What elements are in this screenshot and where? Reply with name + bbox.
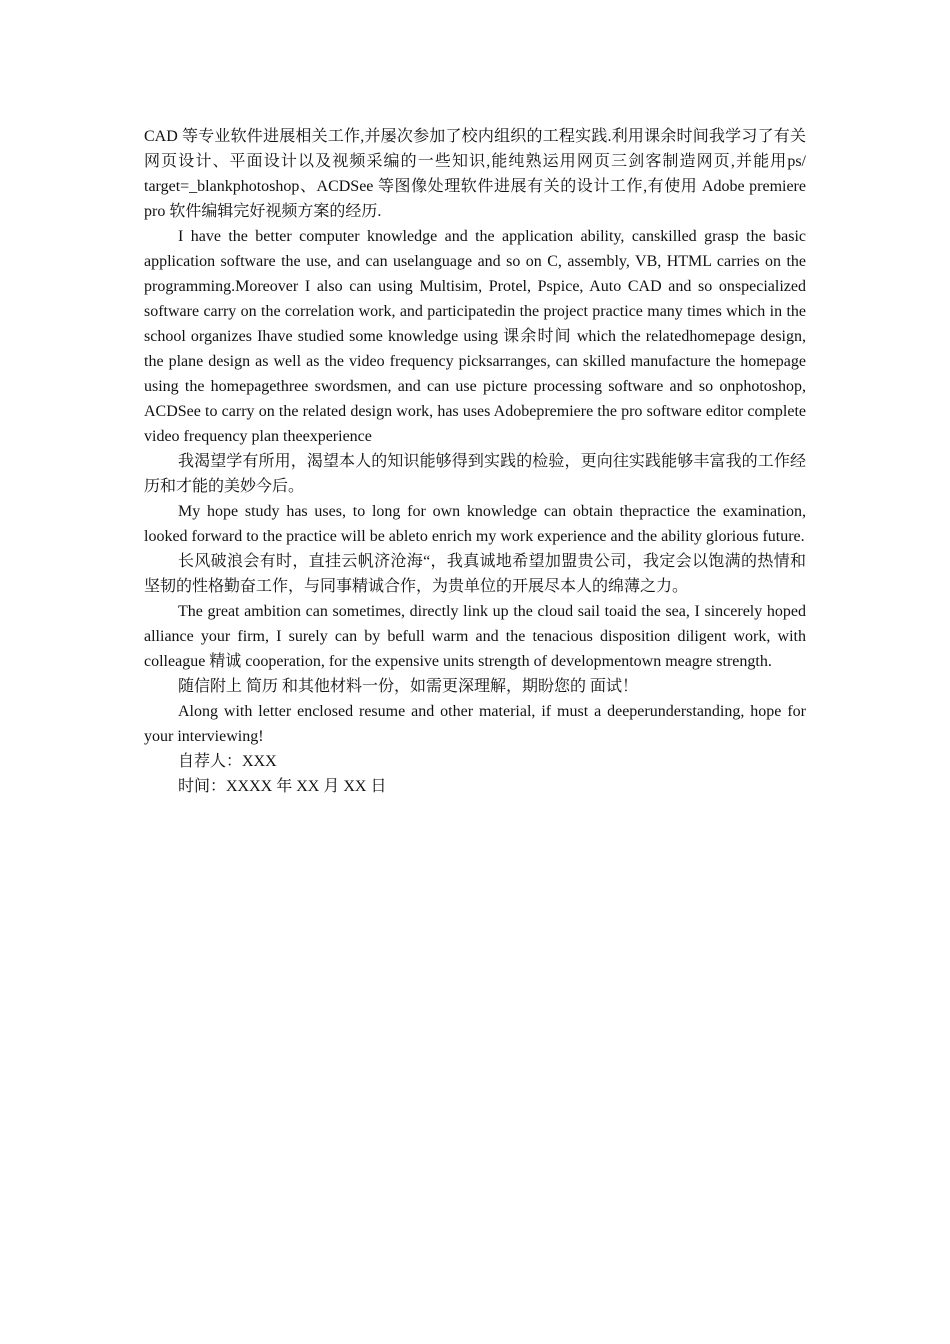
paragraph-en-enclosure: Along with letter enclosed resume and other material, if must a deeperunderstanding, hope for your interviewing! xyxy=(144,703,806,745)
signature-recommender: 自荐人：XXX xyxy=(178,753,277,770)
paragraph-zh-ambition: 长风破浪会有时，直挂云帆济沧海“，我真诚地希望加盟贵公司，我定会以饱满的热情和坚韧的性格勤奋工作，与同事精诚合作，为贵单位的开展尽本人的绵薄之力。 xyxy=(144,553,806,595)
paragraph-en-hope: My hope study has uses, to long for own knowledge can obtain thepractice the examination, looked forward to the practice will be ableto enrich my work experience and the ability glorious future. xyxy=(144,503,806,545)
paragraph-zh-hope: 我渴望学有所用，渴望本人的知识能够得到实践的检验，更向往实践能够丰富我的工作经历和才能的美妙今后。 xyxy=(144,453,806,495)
paragraph-zh-enclosure: 随信附上 简历 和其他材料一份，如需更深理解，期盼您的 面试！ xyxy=(178,678,639,695)
paragraph-en-ambition: The great ambition can sometimes, directly link up the cloud sail toaid the sea, I sincerely hoped alliance your firm, I surely can by befull warm and the tenacious disposition diligent work, with colleague 精诚 cooperation, for the expensive units strength of developmentown meagre strength. xyxy=(144,603,806,670)
paragraph-zh-skills: CAD 等专业软件进展相关工作,并屡次参加了校内组织的工程实践.利用课余时间我学习了有关网页设计、平面设计以及视频采编的一些知识,能纯熟运用网页三剑客制造网页,并能用ps/ target=_blankphotoshop、ACDSee 等图像处理软件进展有关的设计工作,有使用 Adobe premiere pro 软件编辑完好视频方案的经历. xyxy=(144,128,806,220)
signature-date: 时间：XXXX 年 XX 月 XX 日 xyxy=(178,778,387,795)
paragraph-en-skills: I have the better computer knowledge and the application ability, canskilled grasp the basic application software the use, and can uselanguage and so on C, assembly, VB, HTML carries on the programming.Moreover I also can using Multisim, Protel, Pspice, Auto CAD and so onspecialized software carry on the correlation work, and participatedin the project practice many times which in the school organizes Ihave studied some knowledge using 课余时间 which the relatedhomepage design, the plane design as well as the video frequency picksarranges, can skilled manufacture the homepage using the homepagethree swordsmen, and can use picture processing software and so onphotoshop, ACDSee to carry on the related design work, has uses Adobepremiere the pro software editor complete video frequency plan theexperience xyxy=(144,228,806,445)
document-page xyxy=(144,124,806,799)
